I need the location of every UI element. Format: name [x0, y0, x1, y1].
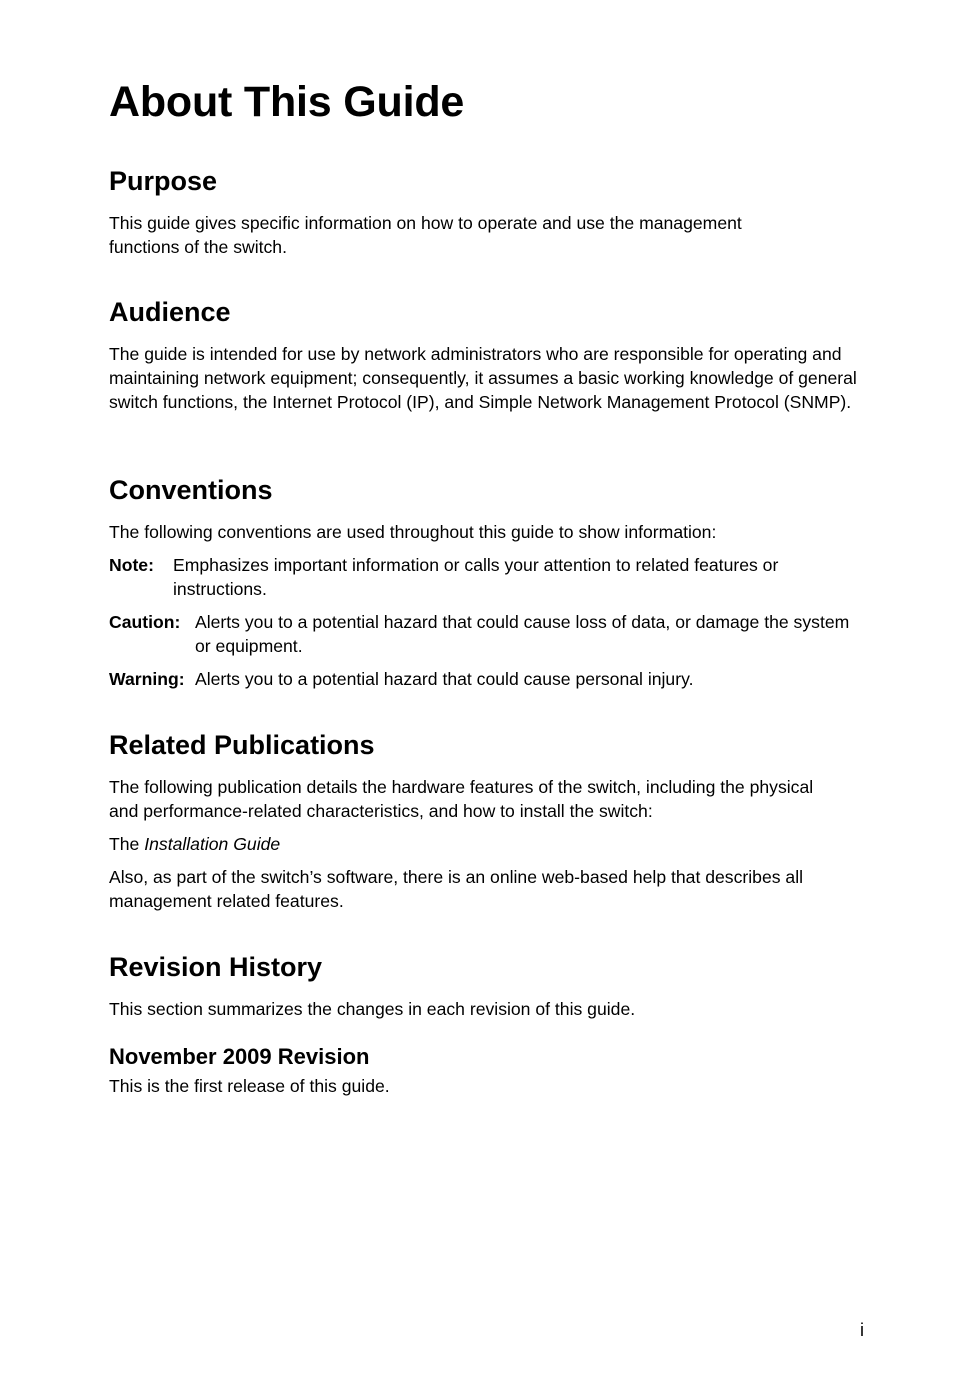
- revision-history-section: [109, 952, 869, 1098]
- related-publication-title-line: [109, 832, 869, 856]
- conventions-intro: The following conventions are used throughout this guide to show information:: [109, 522, 717, 542]
- online-help-text: Also, as part of the switch’s software, there is an online web-based help that describes all management related features.: [109, 867, 804, 911]
- convention-caution-text: Alerts you to a potential hazard that could cause loss of data, or damage the system or equipment.: [195, 612, 850, 656]
- convention-note: [109, 553, 869, 601]
- page-title: About This Guide: [109, 78, 465, 126]
- publication-title: Installation Guide: [144, 834, 281, 854]
- related-publications-section: [109, 730, 869, 913]
- convention-caution: [109, 610, 869, 658]
- purpose-section: [109, 166, 869, 259]
- revision-subheading: November 2009 Revision: [109, 1044, 370, 1069]
- audience-text: The guide is intended for use by network administrators who are responsible for operating and maintaining network equipment; consequently, it assumes a basic working knowledge of general switch functions, the Internet Protocol (IP), and Simple Network Management Protocol (SNMP).: [109, 344, 857, 412]
- convention-warning-text: Alerts you to a potential hazard that could cause personal injury.: [195, 669, 694, 689]
- convention-caution-label: Caution:: [109, 612, 181, 632]
- purpose-text: This guide gives specific information on how to operate and use the management functions of the switch.: [109, 213, 742, 257]
- convention-note-text: Emphasizes important information or calls your attention to related features or instructions.: [173, 555, 779, 599]
- audience-section: [109, 297, 869, 414]
- purpose-heading: Purpose: [109, 166, 218, 196]
- conventions-section: [109, 475, 869, 691]
- audience-heading: Audience: [109, 297, 231, 327]
- related-publications-heading: Related Publications: [109, 730, 375, 760]
- convention-warning: [109, 667, 869, 691]
- page-number: i: [860, 1320, 864, 1340]
- convention-note-label: Note:: [109, 555, 154, 575]
- related-publications-text: The following publication details the hardware features of the switch, including the physical and performance-related characteristics, and how to install the switch:: [109, 777, 814, 821]
- conventions-heading: Conventions: [109, 475, 273, 505]
- revision-history-text: This section summarizes the changes in each revision of this guide.: [109, 999, 636, 1019]
- publication-prefix: The: [109, 834, 140, 854]
- revision-history-heading: Revision History: [109, 952, 323, 982]
- revision-subtext: This is the first release of this guide.: [109, 1076, 390, 1096]
- convention-warning-label: Warning:: [109, 669, 185, 689]
